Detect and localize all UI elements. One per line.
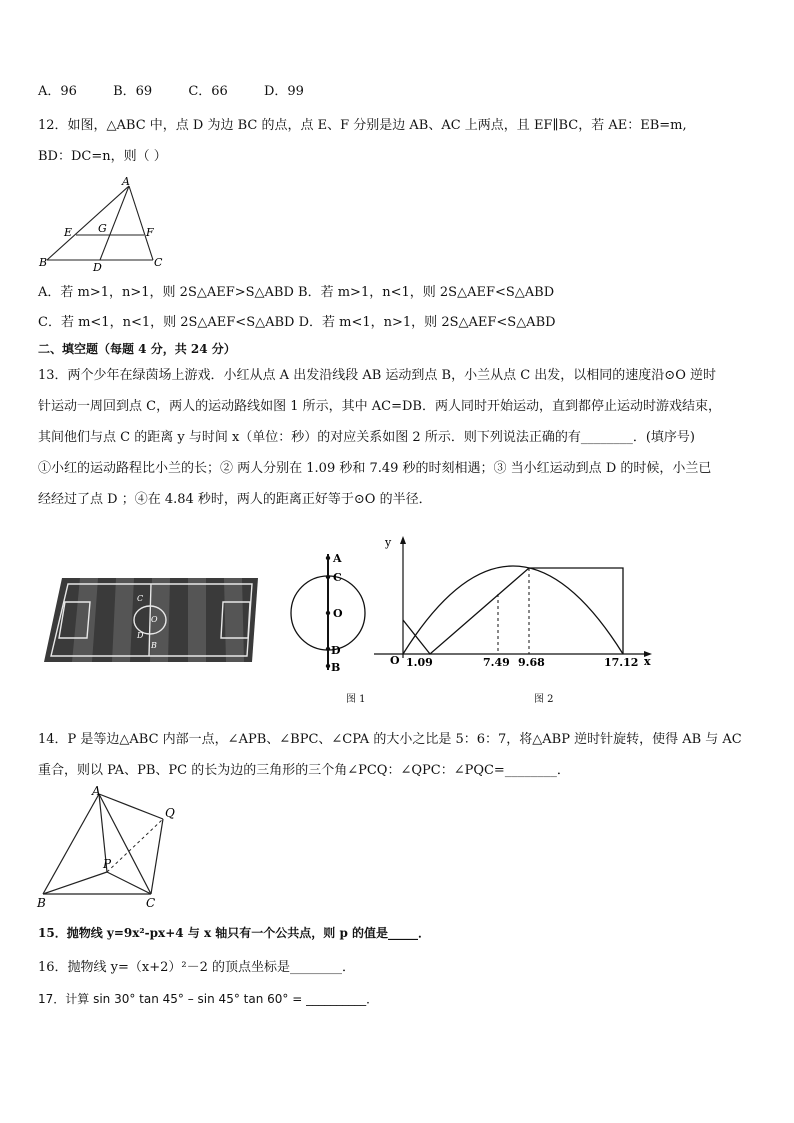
q14-label-a: A <box>92 786 101 798</box>
q12-label-f: F <box>146 226 154 239</box>
q14-label-c: C <box>146 896 156 910</box>
q13-graph-origin-label: O <box>390 654 400 667</box>
q14-label-q: Q <box>165 806 175 820</box>
q13-circle-label-a: A <box>333 552 342 565</box>
q12-text-line1: 12．如图，△ABC 中，点 D 为边 BC 的点，点 E、F 分别是边 AB、AC 上两点，且 EF∥BC，若 AE：EB=m, <box>38 118 687 133</box>
q13-text-line2: 针运动一周回到点 C，两人的运动路线如图 1 所示，其中 AC=DB．两人同时开始运动，直到都停止运动时游戏结束， <box>38 399 721 414</box>
q13-text-line3: 其间他们与点 C 的距离 y 与时间 x（单位：秒）的对应关系如图 2 所示．则下列说法正确的有________．(填序号) <box>38 430 695 445</box>
q13-text-line1: 13．两个少年在绿茵场上游戏．小红从点 A 出发沿线段 AB 运动到点 B，小兰从点 C 出发，以相同的速度沿⊙O 逆时 <box>38 368 716 383</box>
q13-graph-tick-7-49: 7.49 <box>483 656 510 669</box>
q12-label-e: E <box>64 226 73 239</box>
q12-label-a: A <box>122 175 130 188</box>
q11-choice-a: A．96 <box>38 84 77 99</box>
q13-field-label-d: D <box>137 631 144 640</box>
q12-label-g: G <box>98 222 107 235</box>
q12-text-line2: BD：DC=n，则（ ） <box>38 149 167 164</box>
q13-field-label-b: B <box>151 641 157 650</box>
q13-graph-tick-1-09: 1.09 <box>406 656 433 669</box>
q13-field-label-c: C <box>137 594 144 603</box>
q13-fig2-caption: 图 2 <box>534 694 554 705</box>
q13-graph-y-label: y <box>385 536 392 549</box>
q13-graph-tick-17-12: 17.12 <box>604 656 639 669</box>
q12-label-b: B <box>39 256 48 269</box>
q13-soccer-field-image <box>40 576 262 666</box>
q13-text-line5: 经经过了点 D ；④在 4.84 秒时，两人的距离正好等于⊙O 的半径． <box>38 492 432 507</box>
q12-triangle-figure <box>36 174 166 274</box>
q11-choice-c: C．66 <box>188 84 228 99</box>
q13-fig1-caption: 图 1 <box>346 694 366 705</box>
q13-graph-tick-9-68: 9.68 <box>518 656 545 669</box>
q14-text-line1: 14．P 是等边△ABC 内部一点，∠APB、∠BPC、∠CPA 的大小之比是 5：6：7，将△ABP 逆时针旋转，使得 AB 与 AC <box>38 732 742 747</box>
q11-choice-b: B．69 <box>113 84 153 99</box>
q13-circle-label-d: D <box>331 644 341 657</box>
q14-rotation-figure <box>34 786 184 910</box>
q11-choice-d: D．99 <box>263 84 304 99</box>
q12-label-c: C <box>154 256 163 269</box>
q11-choices <box>38 83 336 101</box>
q14-label-p: P <box>103 857 112 871</box>
q13-circle-label-b: B <box>331 661 341 674</box>
q13-circle-label-c: C <box>333 571 342 584</box>
q12-options-ab: A．若 m>1，n>1，则 2S△AEF>S△ABD B．若 m>1，n<1，则 2S△AEF<S△ABD <box>38 285 555 300</box>
q13-circle-figure <box>284 548 366 676</box>
q13-distance-time-graph <box>372 534 662 674</box>
q14-label-b: B <box>37 896 46 910</box>
q12-label-d: D <box>93 261 102 274</box>
q14-text-line2: 重合，则以 PA、PB、PC 的长为边的三角形的三个角∠PCQ：∠QPC：∠PQC=________． <box>38 763 570 778</box>
q13-graph-x-label: x <box>644 655 651 668</box>
q13-text-line4: ①小红的运动路程比小兰的长；② 两人分别在 1.09 秒和 7.49 秒的时刻相遇；③ 当小红运动到点 D 的时候，小兰已 <box>38 461 712 476</box>
q17-text: 17．计算 sin 30° tan 45° – sin 45° tan 60° = __________． <box>38 992 379 1006</box>
q16-text: 16．抛物线 y=（x+2）²－2 的顶点坐标是________． <box>38 960 356 975</box>
section-fill-in-blank-header: 二、填空题（每题 4 分，共 24 分） <box>38 342 236 356</box>
q15-text: 15．抛物线 y=9x²-px+4 与 x 轴只有一个公共点，则 p 的值是_____． <box>38 926 431 940</box>
q12-options-cd: C．若 m<1，n<1，则 2S△AEF<S△ABD D．若 m<1，n>1，则 2S△AEF<S△ABD <box>38 315 556 330</box>
q13-circle-label-o: O <box>333 607 343 620</box>
q13-field-label-o: O <box>151 615 158 624</box>
